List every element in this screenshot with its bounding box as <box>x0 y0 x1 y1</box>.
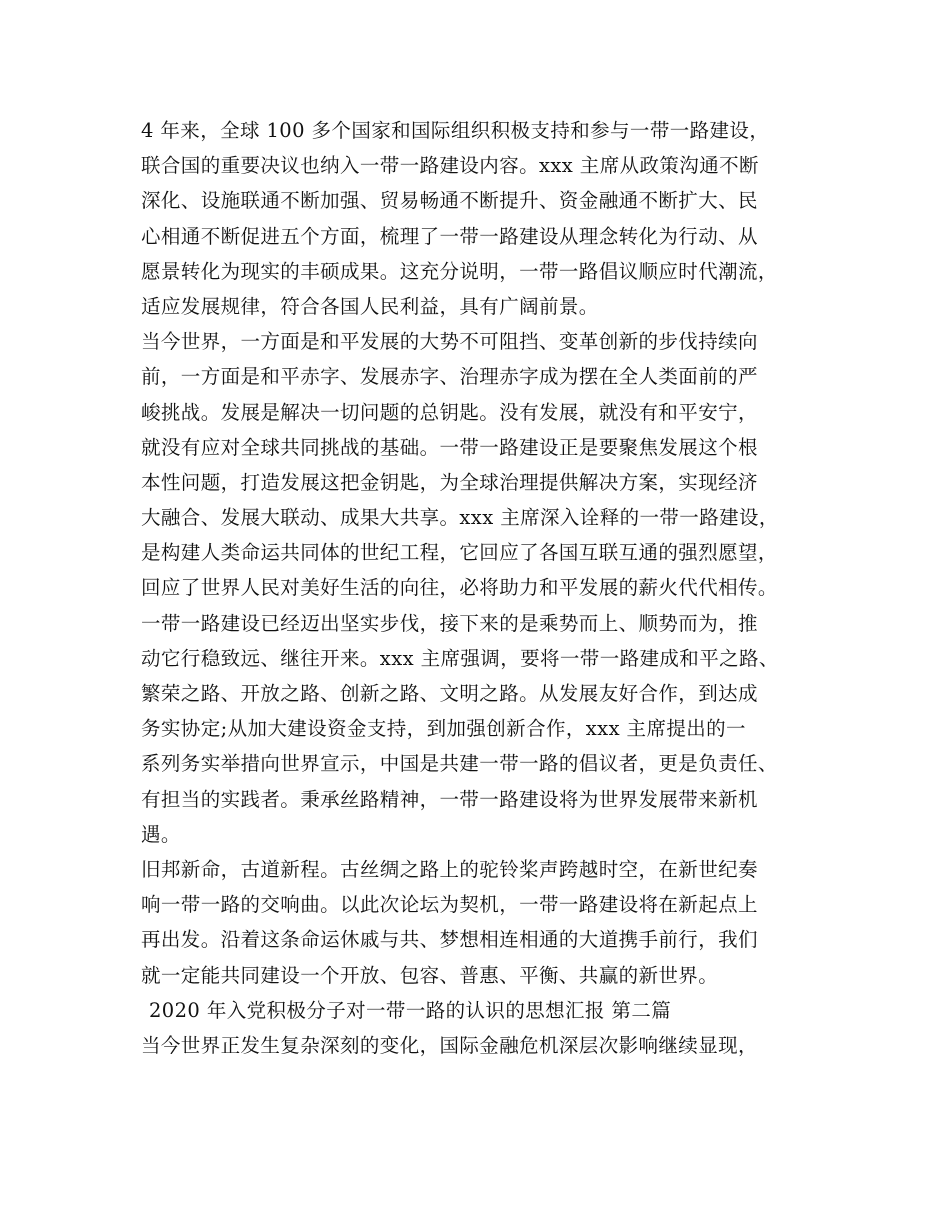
text-line: 愿景转化为现实的丰硕成果。这充分说明，一带一路倡议顺应时代潮流， <box>141 259 778 283</box>
body-text <box>141 113 821 1063</box>
text-line: 心相通不断促进五个方面，梳理了一带一路建设从理念转化为行动、从 <box>141 224 758 248</box>
text-line: 就没有应对全球共同挑战的基础。一带一路建设正是要聚焦发展这个根 <box>141 435 758 459</box>
section-heading: 2020 年入党积极分子对一带一路的认识的思想汇报 第二篇 <box>149 998 672 1022</box>
text-line: 当今世界正发生复杂深刻的变化，国际金融危机深层次影响继续显现， <box>141 1033 758 1057</box>
text-line: 回应了世界人民对美好生活的向往，必将助力和平发展的薪火代代相传。 <box>141 576 778 600</box>
text-line: 再出发。沿着这条命运休戚与共、梦想相连相通的大道携手前行，我们 <box>141 928 758 952</box>
text-line: 遇。 <box>141 822 181 846</box>
text-line: 系列务实举措向世界宣示，中国是共建一带一路的倡议者，更是负责任、 <box>141 752 778 776</box>
text-line: 一带一路建设已经迈出坚实步伐，接下来的是乘势而上、顺势而为，推 <box>141 611 758 635</box>
text-line: 是构建人类命运共同体的世纪工程，它回应了各国互联互通的强烈愿望， <box>141 541 778 565</box>
text-line: 动它行稳致远、继往开来。xxx 主席强调，要将一带一路建成和平之路、 <box>141 646 779 670</box>
text-line: 4 年来，全球 100 多个国家和国际组织积极支持和参与一带一路建设， <box>141 119 770 142</box>
text-line: 峻挑战。发展是解决一切问题的总钥匙。没有发展，就没有和平安宁， <box>141 400 758 424</box>
text-line: 大融合、发展大联动、成果大共享。xxx 主席深入诠释的一带一路建设， <box>141 506 779 530</box>
text-line: 本性问题，打造发展这把金钥匙，为全球治理提供解决方案，实现经济 <box>141 470 758 494</box>
text-line: 联合国的重要决议也纳入一带一路建设内容。xxx 主席从政策沟通不断 <box>141 154 759 178</box>
text-line: 前，一方面是和平赤字、发展赤字、治理赤字成为摆在全人类面前的严 <box>141 365 758 389</box>
text-line: 当今世界，一方面是和平发展的大势不可阻挡、变革创新的步伐持续向 <box>141 330 758 354</box>
text-line: 繁荣之路、开放之路、创新之路、文明之路。从发展友好合作，到达成 <box>141 682 758 705</box>
text-line: 有担当的实践者。秉承丝路精神，一带一路建设将为世界发展带来新机 <box>141 787 758 811</box>
text-line: 务实协定;从加大建设资金支持，到加强创新合作，xxx 主席提出的一 <box>141 717 746 741</box>
text-line: 深化、设施联通不断加强、贸易畅通不断提升、资金融通不断扩大、民 <box>141 189 758 213</box>
text-line: 就一定能共同建设一个开放、包容、普惠、平衡、共赢的新世界。 <box>141 963 719 987</box>
text-line: 适应发展规律，符合各国人民利益，具有广阔前景。 <box>141 294 599 318</box>
text-line: 响一带一路的交响曲。以此次论坛为契机，一带一路建设将在新起点上 <box>141 893 758 917</box>
text-line: 旧邦新命，古道新程。古丝绸之路上的驼铃桨声跨越时空，在新世纪奏 <box>141 857 758 881</box>
